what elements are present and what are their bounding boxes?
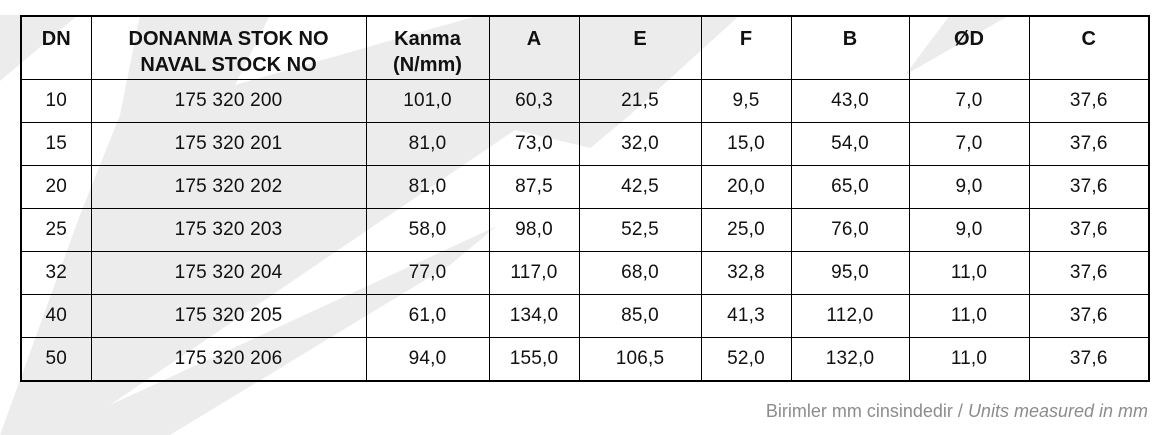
cell-kanma: 81,0 — [366, 123, 489, 166]
table-row — [21, 123, 1149, 166]
table-row — [21, 295, 1149, 338]
cell-stock_no: 175 320 204 — [91, 252, 366, 295]
header-row — [21, 16, 1149, 80]
cell-a: 87,5 — [489, 166, 579, 209]
col-header-c: C — [1029, 16, 1149, 80]
cell-dn: 20 — [21, 166, 91, 209]
cell-stock_no: 175 320 200 — [91, 80, 366, 123]
table-body — [21, 80, 1149, 381]
cell-a: 134,0 — [489, 295, 579, 338]
cell-e: 42,5 — [579, 166, 701, 209]
cell-c: 37,6 — [1029, 80, 1149, 123]
cell-a: 60,3 — [489, 80, 579, 123]
cell-kanma: 81,0 — [366, 166, 489, 209]
cell-b: 43,0 — [791, 80, 909, 123]
cell-kanma: 77,0 — [366, 252, 489, 295]
cell-e: 21,5 — [579, 80, 701, 123]
cell-f: 32,8 — [701, 252, 791, 295]
cell-od: 7,0 — [909, 123, 1029, 166]
cell-od: 9,0 — [909, 166, 1029, 209]
units-note-english: Units measured in mm — [967, 401, 1148, 421]
cell-dn: 32 — [21, 252, 91, 295]
col-header-b: B — [791, 16, 909, 80]
cell-b: 132,0 — [791, 338, 909, 381]
cell-stock_no: 175 320 205 — [91, 295, 366, 338]
units-note-turkish: Birimler mm cinsindedir — [765, 401, 953, 421]
table-row — [21, 80, 1149, 123]
cell-a: 117,0 — [489, 252, 579, 295]
cell-c: 37,6 — [1029, 166, 1149, 209]
cell-f: 41,3 — [701, 295, 791, 338]
cell-f: 52,0 — [701, 338, 791, 381]
cell-dn: 50 — [21, 338, 91, 381]
table-row — [21, 252, 1149, 295]
cell-e: 106,5 — [579, 338, 701, 381]
cell-c: 37,6 — [1029, 252, 1149, 295]
col-header-f: F — [701, 16, 791, 80]
cell-b: 65,0 — [791, 166, 909, 209]
cell-f: 20,0 — [701, 166, 791, 209]
cell-dn: 10 — [21, 80, 91, 123]
cell-stock_no: 175 320 203 — [91, 209, 366, 252]
col-header-kanma-line2: (N/mm) — [393, 54, 462, 76]
cell-od: 9,0 — [909, 209, 1029, 252]
cell-c: 37,6 — [1029, 123, 1149, 166]
cell-kanma: 101,0 — [366, 80, 489, 123]
units-note-separator: / — [957, 401, 963, 421]
cell-b: 54,0 — [791, 123, 909, 166]
col-header-od: ØD — [909, 16, 1029, 80]
col-header-stock-no-line1: DONANMA STOK NO — [128, 28, 329, 50]
dimension-table — [20, 15, 1150, 382]
cell-dn: 40 — [21, 295, 91, 338]
cell-b: 112,0 — [791, 295, 909, 338]
cell-kanma: 58,0 — [366, 209, 489, 252]
cell-a: 98,0 — [489, 209, 579, 252]
units-note — [766, 401, 1148, 422]
cell-od: 11,0 — [909, 338, 1029, 381]
table-row — [21, 209, 1149, 252]
col-header-stock-no — [91, 16, 366, 80]
cell-f: 25,0 — [701, 209, 791, 252]
col-header-kanma-line1: Kanma — [394, 28, 461, 50]
cell-a: 73,0 — [489, 123, 579, 166]
cell-dn: 15 — [21, 123, 91, 166]
cell-c: 37,6 — [1029, 295, 1149, 338]
cell-f: 9,5 — [701, 80, 791, 123]
table-row — [21, 166, 1149, 209]
cell-b: 76,0 — [791, 209, 909, 252]
col-header-e: E — [579, 16, 701, 80]
cell-e: 52,5 — [579, 209, 701, 252]
cell-od: 7,0 — [909, 80, 1029, 123]
cell-e: 85,0 — [579, 295, 701, 338]
table-row — [21, 338, 1149, 381]
col-header-stock-no-line2: NAVAL STOCK NO — [140, 54, 317, 76]
col-header-a: A — [489, 16, 579, 80]
cell-od: 11,0 — [909, 295, 1029, 338]
cell-dn: 25 — [21, 209, 91, 252]
cell-e: 32,0 — [579, 123, 701, 166]
cell-b: 95,0 — [791, 252, 909, 295]
cell-a: 155,0 — [489, 338, 579, 381]
col-header-kanma — [366, 16, 489, 80]
table-header — [21, 16, 1149, 80]
cell-stock_no: 175 320 206 — [91, 338, 366, 381]
cell-od: 11,0 — [909, 252, 1029, 295]
cell-f: 15,0 — [701, 123, 791, 166]
cell-c: 37,6 — [1029, 338, 1149, 381]
cell-stock_no: 175 320 201 — [91, 123, 366, 166]
cell-c: 37,6 — [1029, 209, 1149, 252]
col-header-dn: DN — [21, 16, 91, 80]
cell-kanma: 94,0 — [366, 338, 489, 381]
cell-stock_no: 175 320 202 — [91, 166, 366, 209]
cell-kanma: 61,0 — [366, 295, 489, 338]
cell-e: 68,0 — [579, 252, 701, 295]
